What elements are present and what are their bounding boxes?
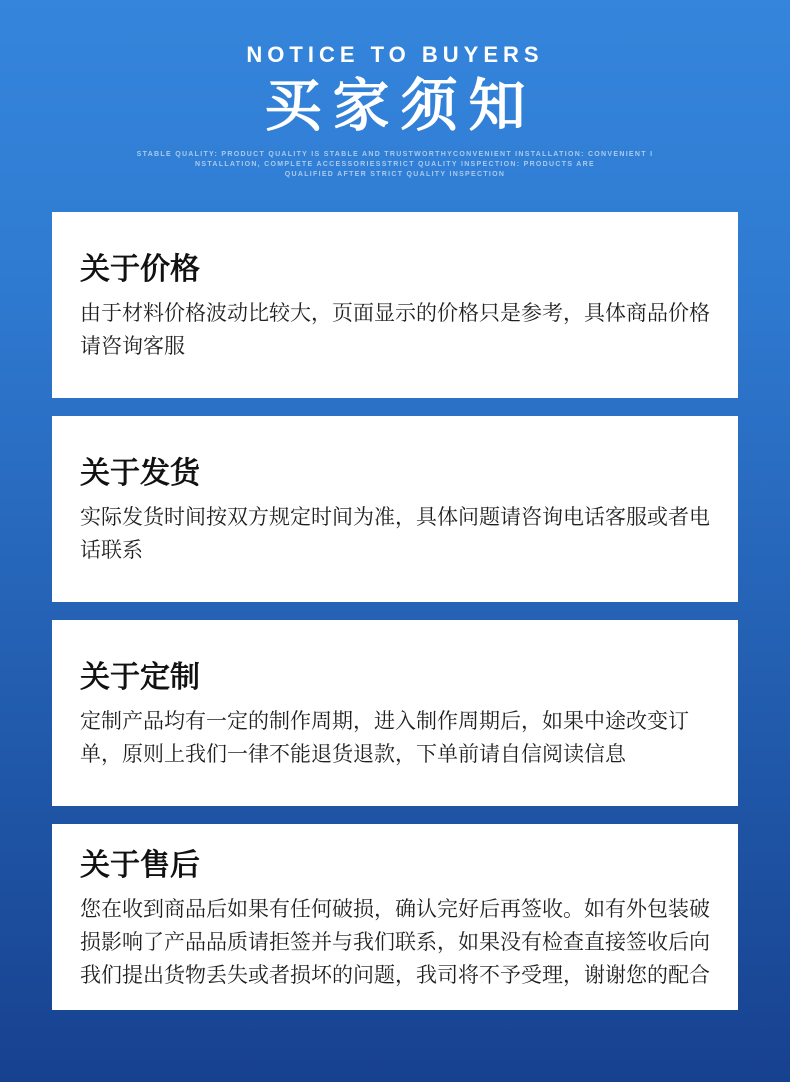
notice-card-shipping xyxy=(52,416,738,602)
notice-tagline xyxy=(0,150,790,180)
tagline-line-1: STABLE QUALITY: PRODUCT QUALITY IS STABLE AND TRUSTWORTHYCONVENIENT INSTALLATION: CONVENIENT I xyxy=(136,150,654,158)
card-title: 关于发货 xyxy=(80,457,200,490)
card-body: 您在收到商品后如果有任何破损，确认完好后再签收。如有外包装破损影响了产品品质请拒签并与我们联系，如果没有检查直接签收后向我们提出货物丢失或者损坏的问题，我司将不予受理，谢谢您的配合 xyxy=(80,897,710,987)
card-title: 关于售后 xyxy=(80,848,200,882)
notice-card-list xyxy=(0,212,790,1010)
card-body: 由于材料价格波动比较大，页面显示的价格只是参考，具体商品价格请咨询客服 xyxy=(80,302,710,358)
notice-card-price xyxy=(52,212,738,398)
notice-title: 买家须知 xyxy=(264,74,537,138)
notice-card-customization xyxy=(52,620,738,806)
card-title: 关于价格 xyxy=(80,253,200,286)
card-body: 实际发货时间按双方规定时间为准，具体问题请咨询电话客服或者电话联系 xyxy=(80,506,710,562)
notice-subtitle-en: NOTICE TO BUYERS xyxy=(246,42,544,67)
tagline-line-3: QUALIFIED AFTER STRICT QUALITY INSPECTION xyxy=(284,170,506,178)
card-body: 定制产品均有一定的制作周期，进入制作周期后，如果中途改变订单，原则上我们一律不能退货退款，下单前请自信阅读信息 xyxy=(80,710,689,766)
tagline-line-2: NSTALLATION, COMPLETE ACCESSORIESSTRICT QUALITY INSPECTION: PRODUCTS ARE xyxy=(195,160,595,168)
card-title: 关于定制 xyxy=(80,661,200,694)
header xyxy=(0,0,790,212)
notice-card-aftersales xyxy=(52,824,738,1010)
